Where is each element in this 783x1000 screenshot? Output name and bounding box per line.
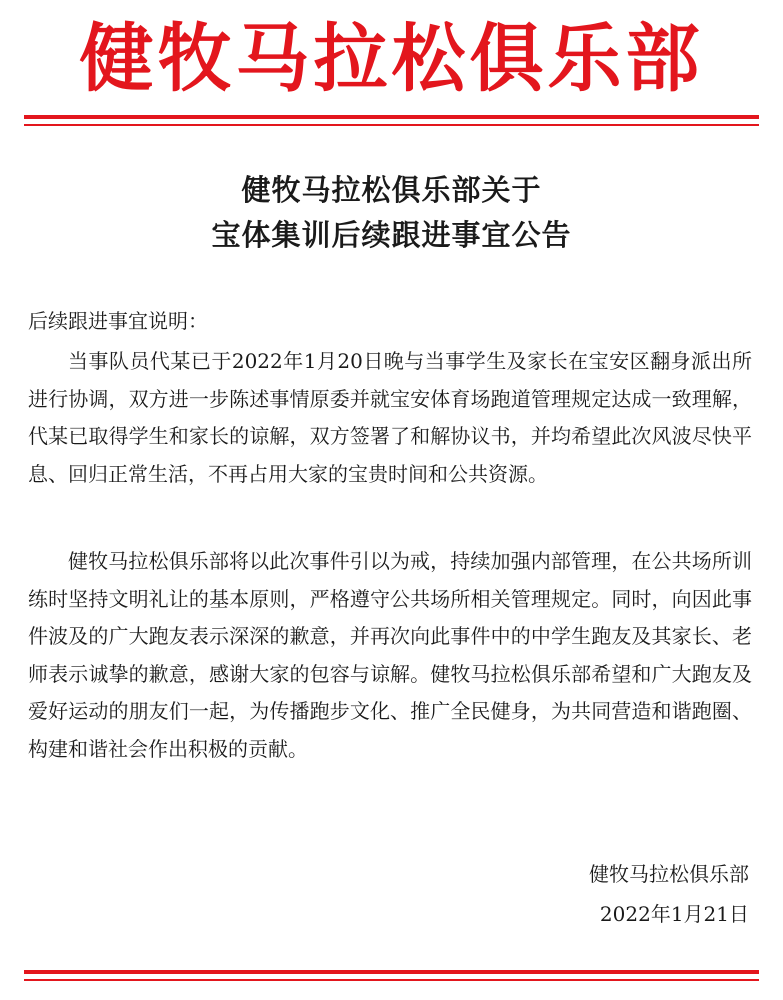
signature-date: 2022年1月21日	[599, 902, 749, 926]
section-lead: 后续跟进事宜说明：	[28, 309, 208, 333]
footer-rule-thick	[24, 970, 759, 974]
masthead-rule-thick	[24, 115, 759, 119]
body-paragraph-1: 当事队员代某已于2022年1月20日晚与当事学生及家长在宝安区翻身派出所进行协调，双方进一步陈述事情原委并就宝安体育场跑道管理规定达成一致理解，代某已取得学生和家长的谅解，双方签署了和解协议书，并均希望此次风波尽快平息、回归正常生活，不再占用大家的宝贵时间和公共资源。	[28, 349, 752, 486]
footer-rule-thin	[24, 979, 759, 981]
masthead-title: 健牧马拉松俱乐部	[79, 16, 704, 102]
body-paragraph-2: 健牧马拉松俱乐部将以此次事件引以为戒，持续加强内部管理，在公共场所训练时坚持文明礼让的基本原则，严格遵守公共场所相关管理规定。同时，向因此事件波及的广大跑友表示深深的歉意，并再次向此事件中的中学生跑友及其家长、老师表示诚挚的歉意，感谢大家的包容与谅解。健牧马拉松俱乐部希望和广大跑友及爱好运动的朋友们一起，为传播跑步文化、推广全民健身，为共同营造和谐跑圈、构建和谐社会作出积极的贡献。	[28, 549, 752, 761]
notice-title-line-2: 宝体集训后续跟进事宜公告	[211, 218, 572, 252]
signature-organization: 健牧马拉松俱乐部	[589, 862, 749, 886]
notice-title-line-1: 健牧马拉松俱乐部关于	[241, 173, 542, 207]
masthead-rule-thin	[24, 124, 759, 126]
